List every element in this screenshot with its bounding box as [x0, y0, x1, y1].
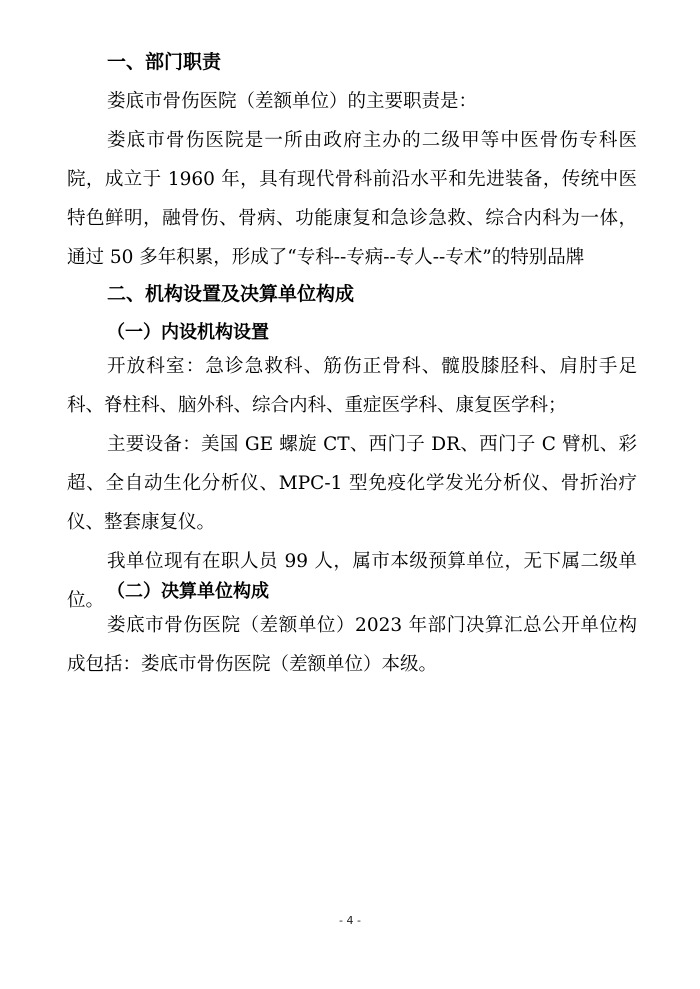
section1-body: 娄底市骨伤医院是一所由政府主办的二级甲等中医骨伤专科医院，成立于 1960 年，具有现代骨科前沿水平和先进装备，传统中医特色鲜明，融骨伤、骨病、功能康复和急诊急救、综合内科为一体，通过 50 多年积累，形成了“专科--专病--专人--专术”的特别品牌 — [67, 130, 637, 268]
page-number: - 4 - — [339, 914, 361, 927]
staff-paragraph: 我单位现有在职人员 99 人，属市本级预算单位，无下属二级单位。 — [67, 551, 637, 611]
section1-intro: 娄底市骨伤医院（差额单位）的主要职责是： — [107, 91, 478, 112]
departments-paragraph: 开放科室：急诊急救科、筋伤正骨科、髋股膝胫科、肩肘手足科、脊柱科、脑外科、综合内科、重症医学科、康复医学科； — [67, 356, 637, 416]
section1-heading: 一、部门职责 — [107, 51, 222, 73]
section2-heading: 二、机构设置及决算单位构成 — [107, 283, 355, 305]
unit-composition-paragraph: 娄底市骨伤医院（差额单位）2023 年部门决算汇总公开单位构成包括：娄底市骨伤医院（差额单位）本级。 — [67, 615, 637, 675]
section2-sub2-heading: （二）决算单位构成 — [107, 581, 269, 602]
equipment-paragraph: 主要设备：美国 GE 螺旋 CT、西门子 DR、西门子 C 臂机、彩超、全自动生化分析仪、MPC-1 型免疫化学发光分析仪、骨折治疗仪、整套康复仪。 — [67, 434, 637, 533]
section2-sub1-heading: （一）内设机构设置 — [107, 322, 269, 343]
